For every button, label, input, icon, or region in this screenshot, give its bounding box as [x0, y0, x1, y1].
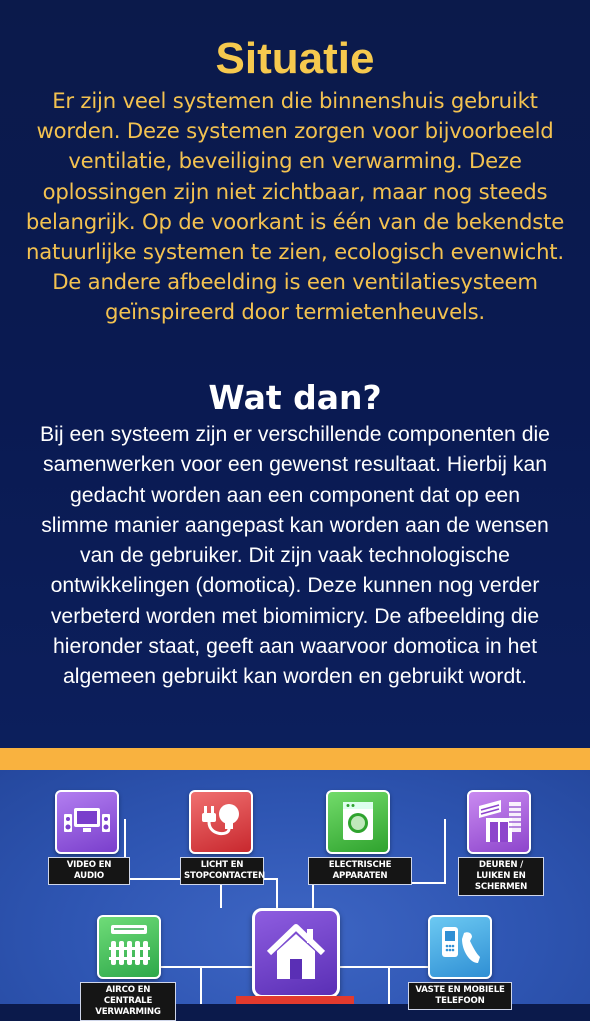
situatie-line: ventilatie, beveiliging en verwarming. Deze	[68, 148, 522, 174]
video-audio-label: VIDEO EN AUDIO	[48, 857, 130, 885]
appliances-tile	[326, 790, 390, 854]
wat-dan-line: Bij een systeem zijn er verschillende componenten die	[40, 423, 550, 446]
wat-dan-line: ontwikkelingen (domotica). Deze kunnen nog verder	[50, 574, 540, 598]
situatie-line: geïnspireerd door termietenheuvels.	[105, 299, 485, 325]
situatie-line: oplossingen zijn niet zichtbaar, maar nog steeds	[42, 178, 548, 204]
situatie-line: Er zijn veel systemen die binnenshuis gebruikt	[52, 88, 538, 113]
video-audio-tile	[55, 790, 119, 854]
connector-line	[388, 968, 390, 1004]
situatie-line: natuurlijke systemen te zien, ecologisch evenwicht.	[26, 239, 564, 265]
connector-line	[444, 819, 446, 884]
situatie-line: De andere afbeelding is een ventilatiesysteem	[52, 269, 538, 295]
wat-dan-line: slimme manier aangepast kan worden aan de wensen	[41, 513, 549, 537]
airco-heating-label: AIRCO EN CENTRALE VERWARMING	[80, 982, 176, 1021]
airco-heating-tile	[97, 915, 161, 979]
wat-dan-title: Wat dan?	[208, 378, 382, 417]
smart-home-hub	[252, 908, 340, 998]
radiator-icon	[99, 917, 159, 977]
doors-shutters-tile	[467, 790, 531, 854]
wat-dan-line: verbeterd worden met biomimicry. De afbeelding die	[50, 604, 540, 628]
phones-icon	[430, 917, 490, 977]
wat-dan-paragraph	[12, 420, 578, 693]
appliances-label: ELECTRISCHE APPARATEN	[308, 857, 412, 885]
wat-dan-line: gedacht worden aan een component dat op een	[70, 483, 520, 507]
house-icon	[263, 919, 329, 985]
bulb-plug-icon	[191, 792, 251, 852]
light-sockets-tile	[189, 790, 253, 854]
phones-tile	[428, 915, 492, 979]
tv-speakers-icon	[57, 792, 117, 852]
connector-line	[276, 878, 278, 910]
connector-line	[200, 968, 202, 1004]
wat-dan-line: hieronder staat, geeft aan waarvoor domotica in het	[52, 635, 538, 659]
wat-dan-line: algemeen gebruikt kan worden en gebruikt wordt.	[62, 665, 528, 689]
domotica-infographic	[0, 770, 590, 1017]
situatie-line: belangrijk. Op de voorkant is één van de bekendste	[25, 208, 565, 234]
washing-machine-icon	[328, 792, 388, 852]
situatie-title: Situatie	[215, 34, 375, 83]
hub-red-accent	[236, 996, 354, 1004]
light-sockets-label: LICHT EN STOPCONTACTEN	[180, 857, 264, 885]
door-shutter-icon	[469, 792, 529, 852]
situatie-paragraph	[22, 86, 568, 328]
connector-line	[312, 882, 314, 910]
doors-shutters-label: DEUREN / LUIKEN EN SCHERMEN	[458, 857, 544, 896]
orange-divider-band	[0, 748, 590, 770]
wat-dan-line: samenwerken voor een gewenst resultaat. Hierbij kan	[42, 453, 548, 477]
wat-dan-line: van de gebruiker. Dit zijn vaak technologische	[80, 544, 510, 568]
situatie-line: worden. Deze systemen zorgen voor bijvoorbeeld	[36, 118, 554, 144]
phones-label: VASTE EN MOBIELE TELEFOON	[408, 982, 512, 1010]
